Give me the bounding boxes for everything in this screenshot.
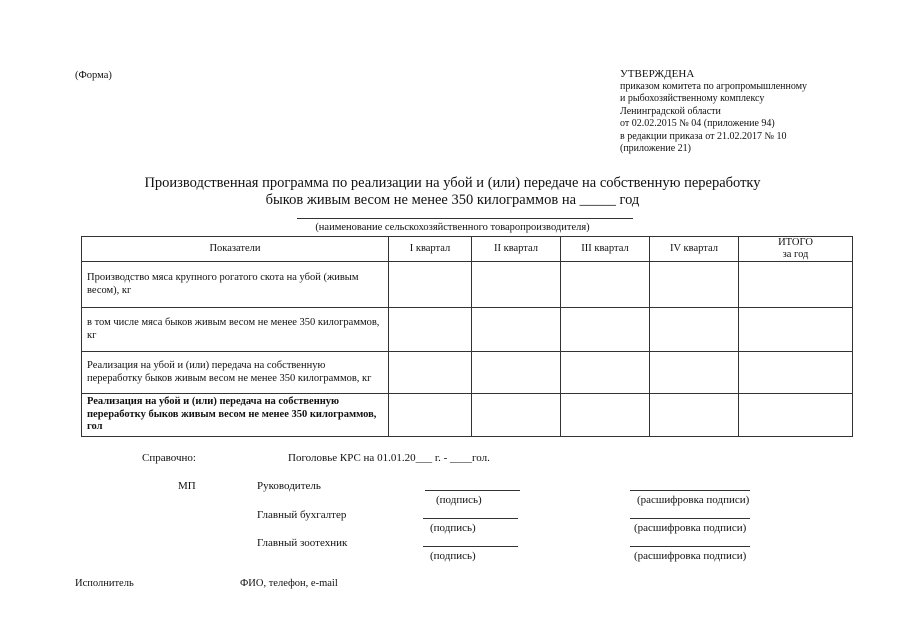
cell-q1[interactable] (389, 394, 472, 437)
decode-caption: (расшифровка подписи) (634, 550, 747, 562)
row-label: Производство мяса крупного рогатого скота на убой (живым весом), кг (82, 262, 389, 308)
producer-caption: (наименование сельскохозяйственного товаропроизводителя) (315, 222, 590, 233)
header-q3: III квартал (561, 237, 650, 262)
approval-line: приказом комитета по агропромышленному (620, 80, 808, 92)
row-label: Реализация на убой и (или) передача на собственную переработку быков живым весом не менее 350 килограммов, кг (82, 352, 389, 394)
cell-q3[interactable] (561, 262, 650, 308)
table-row (82, 352, 853, 394)
cell-q3[interactable] (561, 352, 650, 394)
cell-q2[interactable] (472, 262, 561, 308)
cell-q4[interactable] (650, 352, 739, 394)
signature-caption: (подпись) (430, 550, 476, 562)
table-row (82, 308, 853, 352)
cell-q4[interactable] (650, 262, 739, 308)
cell-q3[interactable] (561, 308, 650, 352)
row-label: Реализация на убой и (или) передача на собственную переработку быков живым весом не менее 350 килограммов, гол (82, 394, 389, 437)
signature-role-director: Руководитель (257, 480, 321, 492)
document-title-line-1: Производственная программа по реализации на убой и (или) передаче на собственную переработку (144, 175, 761, 191)
producer-name-line (297, 218, 633, 219)
signature-caption: (подпись) (436, 494, 482, 506)
signature-line[interactable] (423, 518, 518, 519)
row-label: в том числе мяса быков живым весом не менее 350 килограммов, кг (82, 308, 389, 352)
cell-total[interactable] (739, 308, 853, 352)
approval-line: от 02.02.2015 № 04 (приложение 94) (620, 118, 775, 129)
decode-line[interactable] (630, 546, 750, 547)
signature-line[interactable] (425, 490, 520, 491)
header-q2: II квартал (472, 237, 561, 262)
table-header-row (82, 237, 853, 262)
cell-q1[interactable] (389, 262, 472, 308)
reference-text: Поголовье КРС на 01.01.20___ г. - ____гол. (288, 452, 490, 464)
signature-role-chief-zootechnician: Главный зоотехник (257, 537, 348, 549)
cell-q4[interactable] (650, 308, 739, 352)
signature-line[interactable] (423, 546, 518, 547)
decode-caption: (расшифровка подписи) (637, 494, 750, 506)
signature-caption: (подпись) (430, 522, 476, 534)
approval-line: в редакции приказа от 21.02.2017 № 10 (620, 130, 787, 142)
approval-block (620, 68, 807, 156)
cell-q2[interactable] (472, 308, 561, 352)
table-row (82, 394, 853, 437)
indicators-table (81, 236, 853, 437)
header-total: ИТОГО за год (739, 237, 853, 262)
cell-total[interactable] (739, 352, 853, 394)
document-title-line-2: быков живым весом не менее 350 килограммов на _____ год (265, 192, 640, 208)
cell-total[interactable] (739, 262, 853, 308)
header-q1: I квартал (389, 237, 472, 262)
cell-q1[interactable] (389, 308, 472, 352)
approval-line: и рыбохозяйственному комплексу (620, 93, 765, 104)
table-row (82, 262, 853, 308)
cell-q3[interactable] (561, 394, 650, 437)
form-label: (Форма) (75, 70, 112, 81)
cell-q1[interactable] (389, 352, 472, 394)
cell-q4[interactable] (650, 394, 739, 437)
decode-caption: (расшифровка подписи) (634, 522, 747, 534)
approval-line: Ленинградской области (620, 105, 721, 117)
reference-label: Справочно: (142, 452, 196, 464)
cell-q2[interactable] (472, 352, 561, 394)
decode-line[interactable] (630, 490, 750, 491)
stamp-label: МП (178, 480, 196, 492)
cell-total[interactable] (739, 394, 853, 437)
header-indicators: Показатели (82, 237, 389, 262)
cell-q2[interactable] (472, 394, 561, 437)
approval-heading: УТВЕРЖДЕНА (620, 68, 695, 80)
executor-contact: ФИО, телефон, e-mail (240, 578, 338, 589)
signature-role-chief-accountant: Главный бухгалтер (257, 509, 347, 521)
header-q4: IV квартал (650, 237, 739, 262)
approval-line: (приложение 21) (620, 143, 691, 154)
executor-label: Исполнитель (75, 578, 134, 589)
decode-line[interactable] (630, 518, 750, 519)
